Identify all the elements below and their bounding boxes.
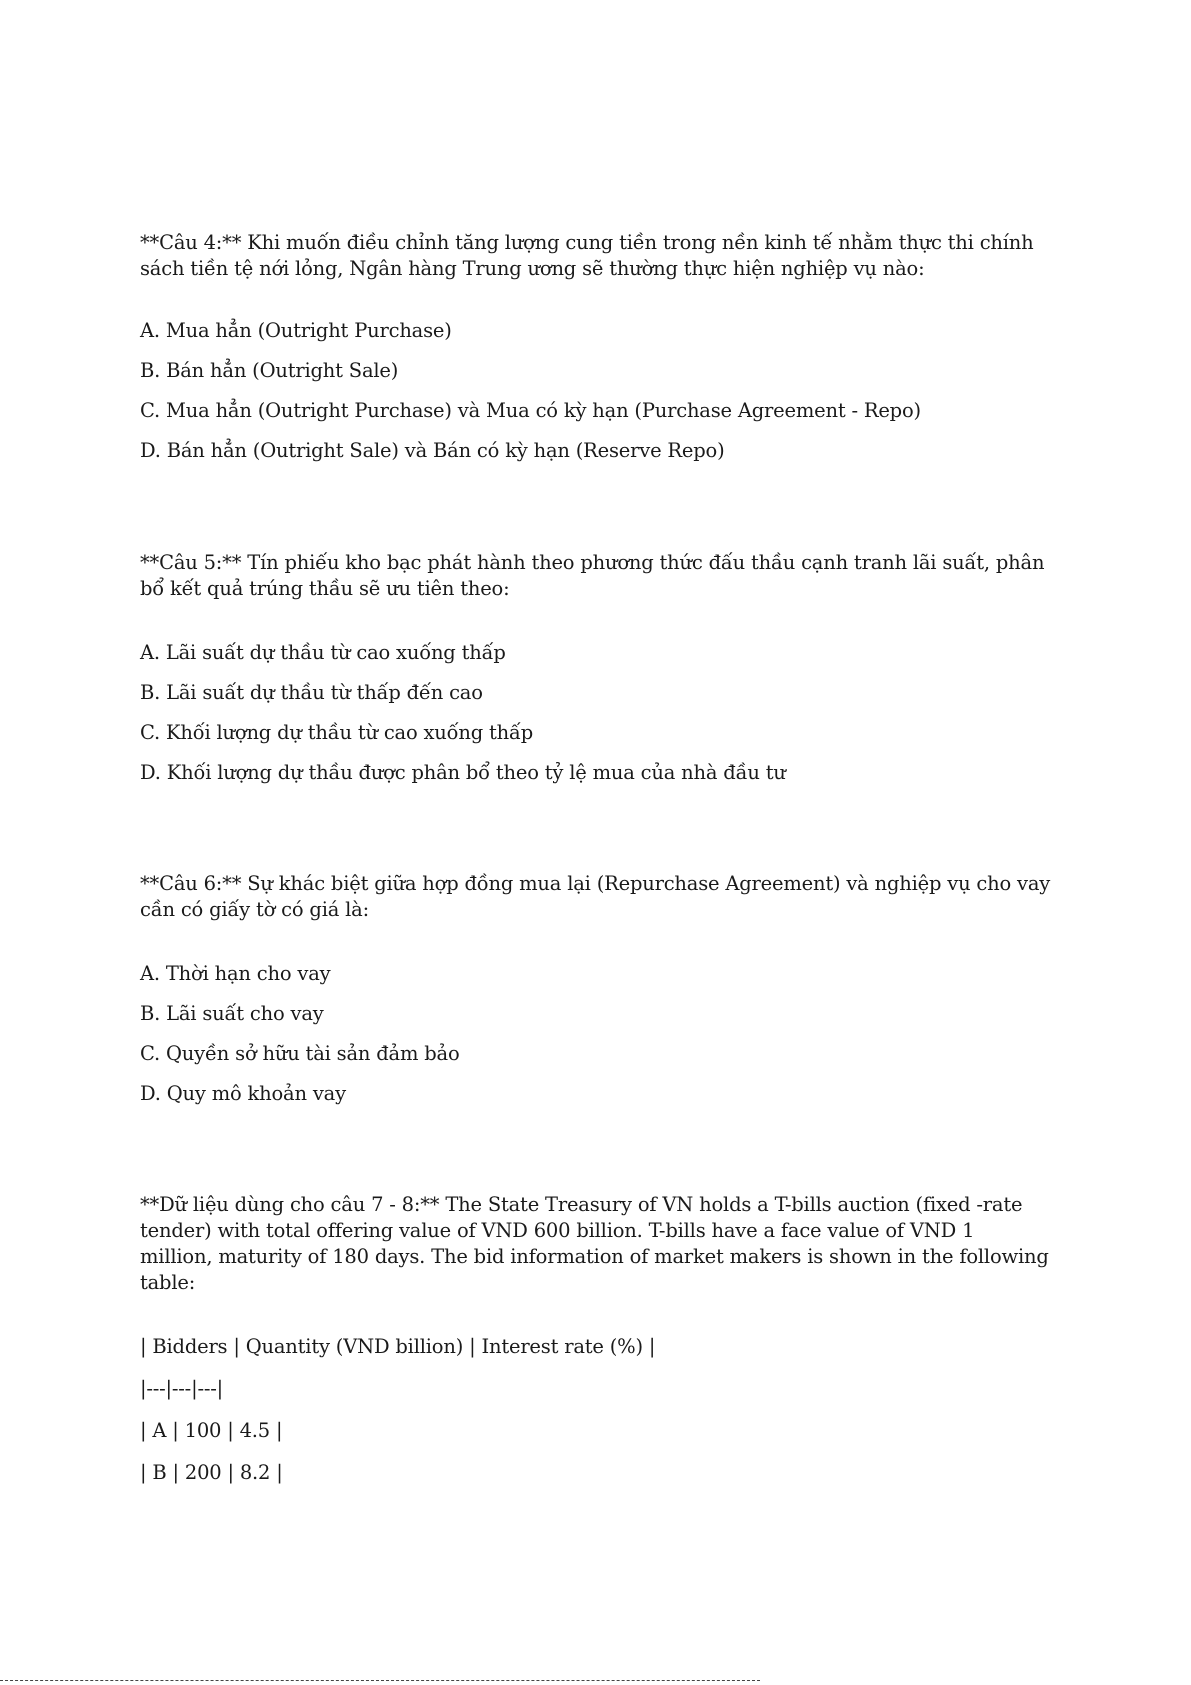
table-separator-row: |---|---|---| — [140, 1377, 223, 1400]
option-a: A. Lãi suất dự thầu từ cao xuống thấp — [140, 641, 506, 664]
option-c: C. Khối lượng dự thầu từ cao xuống thấp — [140, 721, 534, 744]
question-stem: **Câu 4:** Khi muốn điều chỉnh tăng lượng cung tiền trong nền kinh tế nhằm thực thi chính sách tiền tệ nới lỏng, Ngân hàng Trung ương sẽ thường thực hiện nghiệp vụ nào: — [140, 231, 1034, 280]
option-c: C. Mua hẳn (Outright Purchase) và Mua có kỳ hạn (Purchase Agreement - Repo) — [140, 399, 921, 422]
data-intro-text: **Dữ liệu dùng cho câu 7 - 8:** The State Treasury of VN holds a T-bills auction (fixed -rate tender) with total offering value of VND 600 billion. T-bills have a face value of VND 1 million, maturity of 180 days. The bid information of market makers is shown in the following table: — [140, 1193, 1049, 1294]
option-c: C. Quyền sở hữu tài sản đảm bảo — [140, 1042, 460, 1065]
question-stem: **Câu 5:** Tín phiếu kho bạc phát hành theo phương thức đấu thầu cạnh tranh lãi suất, phân bổ kết quả trúng thầu sẽ ưu tiên theo: — [140, 551, 1045, 600]
option-d: D. Khối lượng dự thầu được phân bổ theo tỷ lệ mua của nhà đầu tư — [140, 761, 786, 784]
question-stem: **Câu 6:** Sự khác biệt giữa hợp đồng mua lại (Repurchase Agreement) và nghiệp vụ cho vay cần có giấy tờ có giá là: — [140, 872, 1051, 921]
option-b: B. Lãi suất dự thầu từ thấp đến cao — [140, 681, 483, 704]
page-bottom-divider — [0, 1680, 760, 1681]
table-row: | A | 100 | 4.5 | — [140, 1419, 283, 1442]
table-row: | B | 200 | 8.2 | — [140, 1461, 283, 1484]
question-6 — [140, 871, 1052, 923]
question-4 — [140, 230, 1052, 282]
question-6-options — [140, 961, 1052, 1107]
option-d: D. Bán hẳn (Outright Sale) và Bán có kỳ hạn (Reserve Repo) — [140, 439, 725, 462]
option-a: A. Mua hẳn (Outright Purchase) — [140, 319, 452, 342]
data-intro — [140, 1192, 1052, 1296]
option-a: A. Thời hạn cho vay — [140, 962, 331, 985]
table-header-row: | Bidders | Quantity (VND billion) | Interest rate (%) | — [140, 1335, 656, 1358]
option-b: B. Lãi suất cho vay — [140, 1002, 324, 1025]
question-5-options — [140, 640, 1052, 786]
bid-table — [140, 1334, 1052, 1486]
option-d: D. Quy mô khoản vay — [140, 1082, 346, 1105]
question-4-options — [140, 318, 1052, 464]
option-b: B. Bán hẳn (Outright Sale) — [140, 359, 399, 382]
question-5 — [140, 550, 1052, 602]
